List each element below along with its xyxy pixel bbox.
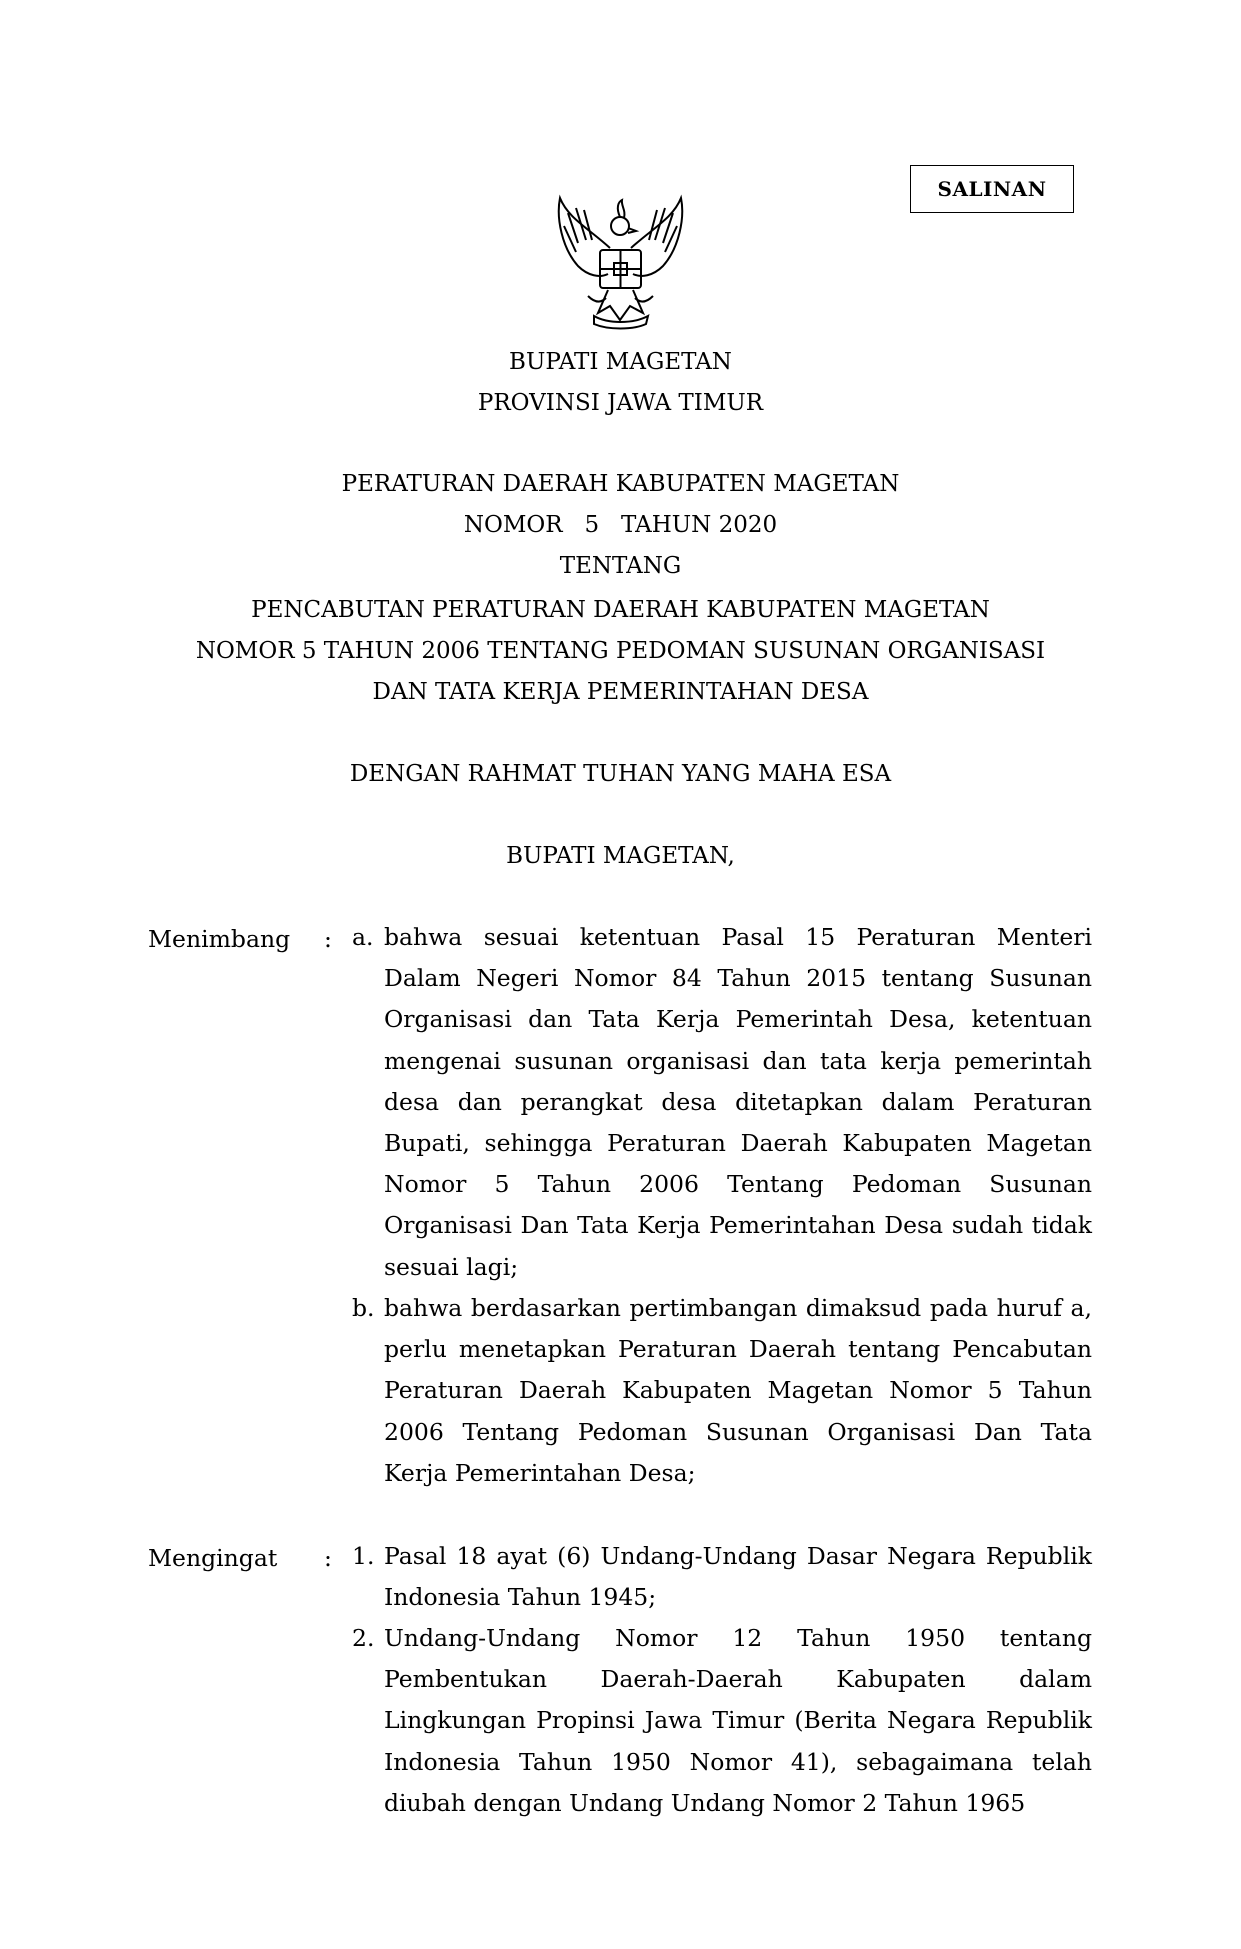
item-text: Pasal 18 ayat (6) Undang-Undang Dasar Negara Republik Indonesia Tahun 1945; [384,1542,1092,1612]
header-line-2: PROVINSI JAWA TIMUR [477,390,764,416]
title-line-4: PENCABUTAN PERATURAN DAERAH KABUPATEN MAGETAN [251,597,990,623]
title-line-1: PERATURAN DAERAH KABUPATEN MAGETAN [341,471,900,497]
mengingat-item-2 [352,1618,1092,1824]
header-line-1: BUPATI MAGETAN [509,349,732,375]
mengingat-item-1 [352,1536,1092,1618]
menimbang-item-a [352,917,1092,1288]
menimbang-label: Menimbang [148,925,291,953]
menimbang-colon: : [324,925,332,953]
preamble-authority: BUPATI MAGETAN, [506,843,735,869]
item-marker: b. [352,1294,375,1322]
item-text: bahwa berdasarkan pertimbangan dimaksud pada huruf a, perlu menetapkan Peraturan Daerah tentang Pencabutan Peraturan Daerah Kabupaten Magetan Nomor 5 Tahun 2006 Tentang Pedoman Susunan Organisasi Dan Tata Kerja Pemerintahan Desa; [384,1294,1092,1487]
garuda-emblem-icon [548,188,693,333]
item-text: bahwa sesuai ketentuan Pasal 15 Peraturan Menteri Dalam Negeri Nomor 84 Tahun 2015 tentang Susunan Organisasi dan Tata Kerja Pemerintah Desa, ketentuan mengenai susunan organisasi dan tata kerja pemerintah desa dan perangkat desa ditetapkan dalam Peraturan Bupati, sehingga Peraturan Daerah Kabupaten Magetan Nomor 5 Tahun 2006 Tentang Pedoman Susunan Organisasi Dan Tata Kerja Pemerintahan Desa sudah tidak sesuai lagi; [384,923,1092,1281]
title-line-6: DAN TATA KERJA PEMERINTAHAN DESA [372,679,869,705]
mengingat-label: Mengingat [148,1544,278,1572]
title-number: NOMOR 5 TAHUN 2020 [463,512,778,538]
item-marker: a. [352,923,374,951]
preamble-grace: DENGAN RAHMAT TUHAN YANG MAHA ESA [349,761,892,787]
mengingat-colon: : [324,1544,332,1572]
item-marker: 2. [352,1624,375,1652]
title-line-5: NOMOR 5 TAHUN 2006 TENTANG PEDOMAN SUSUNAN ORGANISASI [195,638,1046,664]
item-marker: 1. [352,1542,375,1570]
title-tentang: TENTANG [559,553,682,579]
menimbang-item-b [352,1288,1092,1494]
salinan-stamp: SALINAN [910,165,1074,213]
item-text: Undang-Undang Nomor 12 Tahun 1950 tentang Pembentukan Daerah-Daerah Kabupaten dalam Lingkungan Propinsi Jawa Timur (Berita Negara Republik Indonesia Tahun 1950 Nomor 41), sebagaimana telah diubah dengan Undang Undang Nomor 2 Tahun 1965 [384,1624,1092,1817]
